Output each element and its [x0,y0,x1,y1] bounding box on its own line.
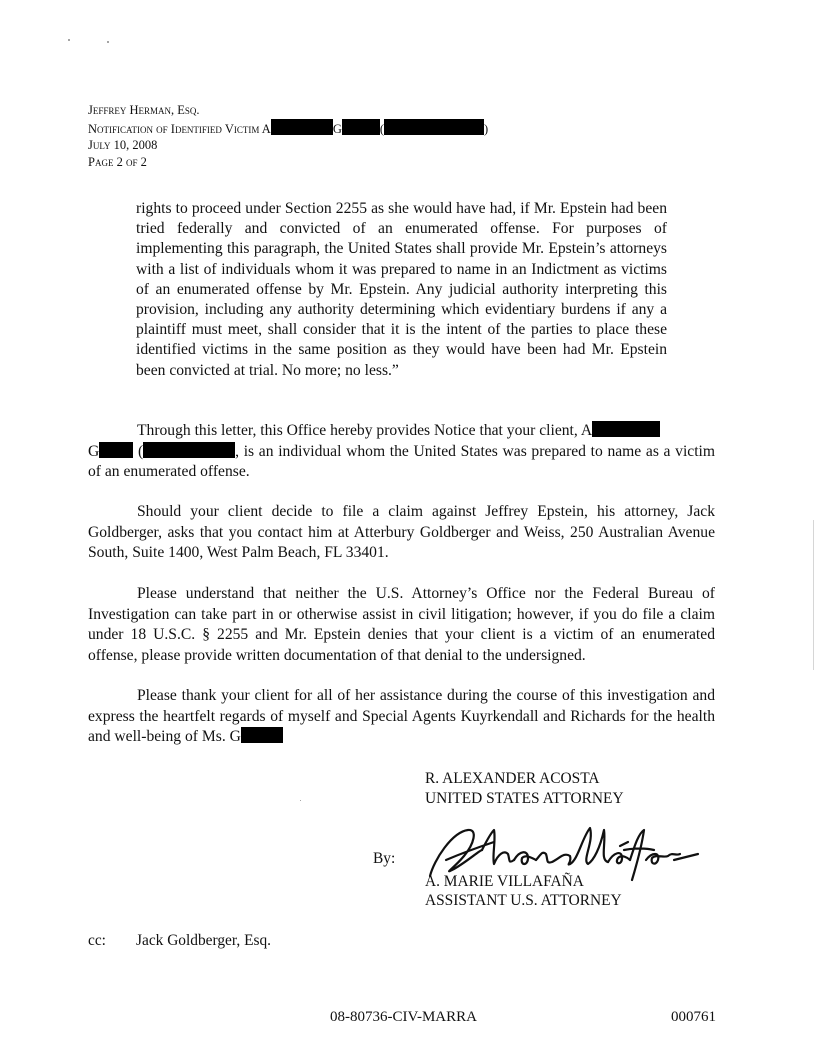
by-label: By: [373,850,396,867]
redaction-bar [592,421,660,437]
scan-speck [68,39,70,41]
redaction-bar [99,442,133,458]
header-subject-paren-close: ) [484,121,489,136]
contact-paragraph [88,502,715,564]
header-recipient: Jeffrey Herman, Esq. [88,103,200,117]
notice-paragraph [88,421,715,483]
scan-speck [107,41,109,43]
scan-speck [300,800,301,801]
redaction-bar [271,119,333,135]
header-subject [88,119,488,138]
bates-number: 000761 [671,1009,716,1025]
header-subject-text: Notification of Identified Victim A [88,121,271,136]
quoted-agreement-paragraph: rights to proceed under Section 2255 as she would have had, if Mr. Epstein had been tried federally and convicted of an enumerated offense. For purposes of implementing this paragraph, the United States shall provide Mr. Epstein’s attorneys with a list of individuals whom it was prepared to name in an Indictment as victims of an enumerated offense by Mr. Epstein. Any judicial authority interpreting this provision, including any authority determining which evidentiary burdens if any a plaintiff must meet, shall consider that it is the intent of the parties to place these identified victims in the same position as they would have been had Mr. Epstein been convicted at trial. No more; no less.” [136,200,667,379]
ausa-title: ASSISTANT U.S. ATTORNEY [425,892,622,909]
header-subject-initial: G [332,121,342,136]
us-attorney-name: R. ALEXANDER ACOSTA [425,770,600,787]
redaction-bar [241,727,283,743]
redaction-bar [143,442,235,458]
header-date: July 10, 2008 [88,138,158,152]
civil-litigation-paragraph [88,584,715,666]
scan-edge-line [813,520,814,670]
case-number: 08-80736-CIV-MARRA [330,1009,477,1025]
civil-litigation-text: Please understand that neither the U.S. Attorney’s Office nor the Federal Bureau of Investigation can take part in or otherwise assist in civil litigation; however, if you do file a claim under 18 U.S.C. § 2255 and Mr. Epstein denies that your client is a victim of an enumerated offense, please provide written documentation of that denial to the undersigned. [88,585,715,664]
cc-label: cc: [88,932,106,949]
contact-text: Should your client decide to file a claim against Jeffrey Epstein, his attorney, Jack Goldberger, asks that you contact him at Atterbury Goldberger and Weiss, 250 Australian Avenue South, Suite 1400, West Palm Beach, FL 33401. [88,503,715,562]
notice-text-b: G [88,442,100,460]
notice-text-d: , is an individual whom the United States was prepared to name as a victim of an enumerated offense. [88,442,715,481]
cc-recipient: Jack Goldberger, Esq. [136,932,272,949]
header-subject-paren: ( [379,121,385,136]
redaction-bar [384,119,484,135]
ausa-name: A. MARIE VILLAFAÑA [425,873,584,890]
header-page: Page 2 of 2 [88,154,147,169]
redaction-bar [342,119,380,135]
us-attorney-title: UNITED STATES ATTORNEY [425,790,624,807]
notice-text-a: Through this letter, this Office hereby provides Notice that your client, A [137,422,593,439]
closing-text: Please thank your client for all of her assistance during the course of this investigation and express the heartfelt regards of myself and Special Agents Kuyrkendall and Richards for the health and well-being of Ms. G [88,687,715,746]
closing-paragraph [88,686,715,748]
letter-header [88,102,488,170]
notice-text-c: ( [137,442,144,460]
